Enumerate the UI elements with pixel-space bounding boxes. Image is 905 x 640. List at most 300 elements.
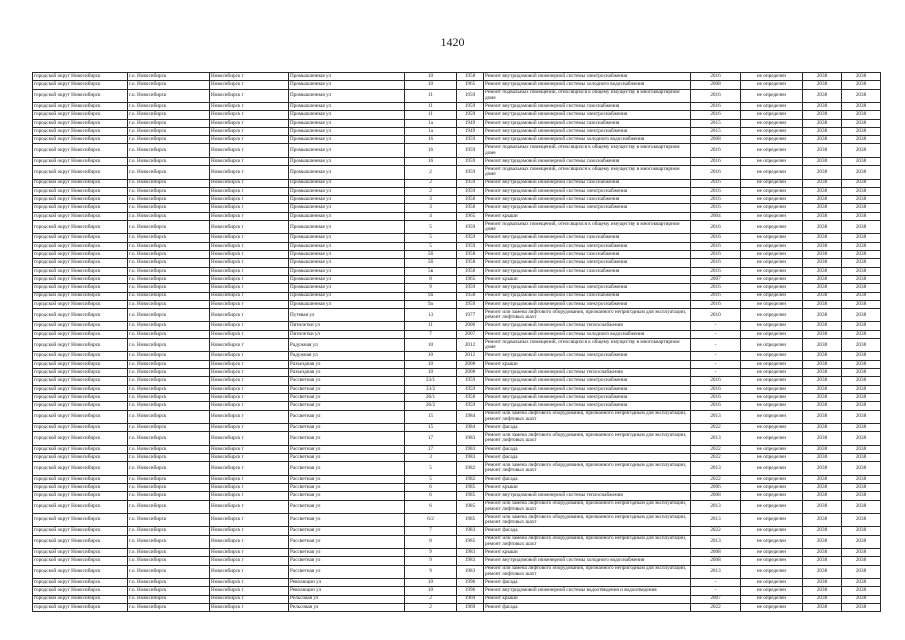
table-row	[33, 330, 881, 338]
table-row	[33, 300, 881, 308]
table-row	[33, 322, 881, 330]
work-type-cell: Ремонт внутридомовой инженерной системы электроснабжения	[484, 352, 691, 360]
house-number-cell: 3	[405, 196, 457, 204]
plan-start-cell: 2038	[803, 212, 842, 220]
table-row	[33, 73, 881, 81]
plan-start-cell: 2038	[803, 330, 842, 338]
municipality-cell: городской округ Новосибирск	[33, 127, 128, 135]
street-cell: Революции ул	[289, 578, 405, 586]
plan-end-cell: 2038	[842, 251, 881, 259]
plan-end-cell: 2038	[842, 360, 881, 368]
settlement-cell: Новосибирск г	[210, 267, 289, 275]
last-repair-year-cell: 2022	[691, 603, 741, 611]
cost-cell: не определен	[741, 322, 803, 330]
table-row	[33, 410, 881, 423]
street-cell: Промышленная ул	[289, 157, 405, 165]
plan-start-cell: 2038	[803, 535, 842, 548]
house-number-cell: 17	[405, 445, 457, 453]
last-repair-year-cell: -	[691, 587, 741, 595]
plan-end-cell: 2038	[842, 157, 881, 165]
table-row	[33, 242, 881, 250]
district-cell: г.о. Новосибирск	[128, 81, 210, 89]
district-cell: г.о. Новосибирск	[128, 73, 210, 81]
house-number-cell: 5	[405, 462, 457, 475]
build-year-cell: 1959	[457, 234, 484, 242]
plan-end-cell: 2038	[842, 595, 881, 603]
cost-cell: не определен	[741, 527, 803, 535]
last-repair-year-cell: -	[691, 330, 741, 338]
settlement-cell: Новосибирск г	[210, 284, 289, 292]
street-cell: Революции ул	[289, 587, 405, 595]
house-number-cell: 4	[405, 212, 457, 220]
municipality-cell: городской округ Новосибирск	[33, 89, 128, 102]
plan-end-cell: 2038	[842, 587, 881, 595]
house-number-cell: 10	[405, 339, 457, 352]
street-cell: Рассветная ул	[289, 445, 405, 453]
work-type-cell: Ремонт внутридомовой инженерной системы электроснабжения	[484, 402, 691, 410]
last-repair-year-cell: 2016	[691, 179, 741, 187]
municipality-cell: городской округ Новосибирск	[33, 500, 128, 513]
last-repair-year-cell: -	[691, 578, 741, 586]
work-type-cell: Ремонт внутридомовой инженерной системы холодного водоснабжения	[484, 330, 691, 338]
plan-start-cell: 2038	[803, 136, 842, 144]
settlement-cell: Новосибирск г	[210, 234, 289, 242]
last-repair-year-cell: 2016	[691, 111, 741, 119]
plan-end-cell: 2038	[842, 221, 881, 234]
plan-start-cell: 2038	[803, 157, 842, 165]
table-row	[33, 492, 881, 500]
house-number-cell: 11	[405, 102, 457, 110]
municipality-cell: городской округ Новосибирск	[33, 393, 128, 401]
district-cell: г.о. Новосибирск	[128, 309, 210, 322]
plan-start-cell: 2038	[803, 102, 842, 110]
table-row	[33, 166, 881, 179]
municipality-cell: городской округ Новосибирск	[33, 267, 128, 275]
street-cell: Рассветная ул	[289, 565, 405, 578]
settlement-cell: Новосибирск г	[210, 513, 289, 526]
table-row	[33, 267, 881, 275]
plan-end-cell: 2038	[842, 330, 881, 338]
work-type-cell: Ремонт или замена лифтового оборудования, признанного непригодным для эксплуатации, ремонт лифтовых шахт	[484, 462, 691, 475]
house-number-cell: 5б	[405, 251, 457, 259]
street-cell: Рассветная ул	[289, 483, 405, 491]
plan-start-cell: 2038	[803, 119, 842, 127]
build-year-cell: 1959	[457, 377, 484, 385]
district-cell: г.о. Новосибирск	[128, 259, 210, 267]
plan-end-cell: 2038	[842, 535, 881, 548]
last-repair-year-cell: 2016	[691, 234, 741, 242]
street-cell: Промышленная ул	[289, 292, 405, 300]
build-year-cell: 1958	[457, 393, 484, 401]
settlement-cell: Новосибирск г	[210, 535, 289, 548]
build-year-cell: 2007	[457, 330, 484, 338]
street-cell: Рассветная ул	[289, 377, 405, 385]
work-type-cell: Ремонт или замена лифтового оборудования, признанного непригодным для эксплуатации, ремонт лифтовых шахт	[484, 410, 691, 423]
last-repair-year-cell: 2016	[691, 89, 741, 102]
municipality-cell: городской округ Новосибирск	[33, 300, 128, 308]
street-cell: Рельсовая ул	[289, 595, 405, 603]
plan-end-cell: 2038	[842, 475, 881, 483]
plan-start-cell: 2038	[803, 475, 842, 483]
cost-cell: не определен	[741, 234, 803, 242]
district-cell: г.о. Новосибирск	[128, 144, 210, 157]
house-number-cell: 16	[405, 157, 457, 165]
settlement-cell: Новосибирск г	[210, 136, 289, 144]
plan-start-cell: 2038	[803, 292, 842, 300]
last-repair-year-cell: -	[691, 369, 741, 377]
district-cell: г.о. Новосибирск	[128, 212, 210, 220]
district-cell: г.о. Новосибирск	[128, 369, 210, 377]
work-type-cell: Ремонт фасада	[484, 423, 691, 431]
plan-end-cell: 2038	[842, 127, 881, 135]
house-number-cell: 6	[405, 500, 457, 513]
street-cell: Рассветная ул	[289, 423, 405, 431]
work-type-cell: Ремонт подвальных помещений, относящихся к общему имуществу в многоквартирном доме	[484, 339, 691, 352]
cost-cell: не определен	[741, 603, 803, 611]
plan-end-cell: 2038	[842, 492, 881, 500]
work-type-cell: Ремонт или замена лифтового оборудования, признанного непригодным для эксплуатации, ремонт лифтовых шахт	[484, 535, 691, 548]
plan-end-cell: 2038	[842, 402, 881, 410]
settlement-cell: Новосибирск г	[210, 587, 289, 595]
street-cell: Промышленная ул	[289, 166, 405, 179]
plan-start-cell: 2038	[803, 402, 842, 410]
plan-end-cell: 2038	[842, 119, 881, 127]
build-year-cell: 1958	[457, 73, 484, 81]
cost-cell: не определен	[741, 204, 803, 212]
last-repair-year-cell: 2013	[691, 462, 741, 475]
last-repair-year-cell: 2016	[691, 242, 741, 250]
settlement-cell: Новосибирск г	[210, 144, 289, 157]
street-cell: Промышленная ул	[289, 179, 405, 187]
plan-start-cell: 2038	[803, 565, 842, 578]
cost-cell: не определен	[741, 393, 803, 401]
build-year-cell: 1959	[457, 102, 484, 110]
table-row	[33, 127, 881, 135]
plan-end-cell: 2038	[842, 565, 881, 578]
settlement-cell: Новосибирск г	[210, 81, 289, 89]
municipality-cell: городской округ Новосибирск	[33, 535, 128, 548]
last-repair-year-cell: 2016	[691, 157, 741, 165]
plan-end-cell: 2038	[842, 377, 881, 385]
house-number-cell: 10	[405, 587, 457, 595]
settlement-cell: Новосибирск г	[210, 603, 289, 611]
street-cell: Разъездная ул	[289, 369, 405, 377]
settlement-cell: Новосибирск г	[210, 462, 289, 475]
district-cell: г.о. Новосибирск	[128, 204, 210, 212]
plan-start-cell: 2038	[803, 393, 842, 401]
work-type-cell: Ремонт внутридомовой инженерной системы электроснабжения	[484, 187, 691, 195]
plan-start-cell: 2038	[803, 513, 842, 526]
plan-start-cell: 2038	[803, 453, 842, 461]
cost-cell: не определен	[741, 119, 803, 127]
last-repair-year-cell: 2013	[691, 410, 741, 423]
build-year-cell: 1949	[457, 119, 484, 127]
last-repair-year-cell: 2016	[691, 251, 741, 259]
table-row	[33, 196, 881, 204]
settlement-cell: Новосибирск г	[210, 402, 289, 410]
municipality-cell: городской округ Новосибирск	[33, 385, 128, 393]
plan-start-cell: 2038	[803, 595, 842, 603]
district-cell: г.о. Новосибирск	[128, 102, 210, 110]
cost-cell: не определен	[741, 284, 803, 292]
settlement-cell: Новосибирск г	[210, 251, 289, 259]
build-year-cell: 1983	[457, 548, 484, 556]
house-number-cell: 16	[405, 136, 457, 144]
house-number-cell: 33/1	[405, 377, 457, 385]
cost-cell: не определен	[741, 513, 803, 526]
plan-start-cell: 2038	[803, 587, 842, 595]
street-cell: Промышленная ул	[289, 136, 405, 144]
street-cell: Радужная ул	[289, 352, 405, 360]
plan-start-cell: 2038	[803, 127, 842, 135]
table-row	[33, 111, 881, 119]
last-repair-year-cell: 2013	[691, 432, 741, 445]
build-year-cell: 1959	[457, 300, 484, 308]
settlement-cell: Новосибирск г	[210, 179, 289, 187]
district-cell: г.о. Новосибирск	[128, 339, 210, 352]
house-number-cell: 3	[405, 453, 457, 461]
municipality-cell: городской округ Новосибирск	[33, 402, 128, 410]
build-year-cell: 1985	[457, 535, 484, 548]
municipality-cell: городской округ Новосибирск	[33, 603, 128, 611]
district-cell: г.о. Новосибирск	[128, 385, 210, 393]
plan-end-cell: 2038	[842, 284, 881, 292]
plan-start-cell: 2038	[803, 548, 842, 556]
district-cell: г.о. Новосибирск	[128, 557, 210, 565]
table-row	[33, 535, 881, 548]
cost-cell: не определен	[741, 102, 803, 110]
work-type-cell: Ремонт или замена лифтового оборудования, признанного непригодным для эксплуатации, ремонт лифтовых шахт	[484, 432, 691, 445]
district-cell: г.о. Новосибирск	[128, 352, 210, 360]
plan-end-cell: 2038	[842, 89, 881, 102]
street-cell: Промышленная ул	[289, 242, 405, 250]
last-repair-year-cell: -	[691, 360, 741, 368]
cost-cell: не определен	[741, 157, 803, 165]
build-year-cell: 1959	[457, 144, 484, 157]
build-year-cell: 1959	[457, 284, 484, 292]
plan-end-cell: 2038	[842, 322, 881, 330]
district-cell: г.о. Новосибирск	[128, 267, 210, 275]
plan-end-cell: 2038	[842, 275, 881, 283]
work-type-cell: Ремонт внутридомовой инженерной системы газоснабжения	[484, 292, 691, 300]
plan-start-cell: 2038	[803, 603, 842, 611]
last-repair-year-cell: 2016	[691, 102, 741, 110]
cost-cell: не определен	[741, 352, 803, 360]
work-type-cell: Ремонт внутридомовой инженерной системы теплоснабжения	[484, 492, 691, 500]
plan-start-cell: 2038	[803, 284, 842, 292]
district-cell: г.о. Новосибирск	[128, 234, 210, 242]
plan-start-cell: 2038	[803, 309, 842, 322]
district-cell: г.о. Новосибирск	[128, 284, 210, 292]
district-cell: г.о. Новосибирск	[128, 462, 210, 475]
last-repair-year-cell: 2022	[691, 527, 741, 535]
cost-cell: не определен	[741, 187, 803, 195]
street-cell: Промышленная ул	[289, 284, 405, 292]
street-cell: Рассветная ул	[289, 453, 405, 461]
cost-cell: не определен	[741, 339, 803, 352]
table-row	[33, 432, 881, 445]
settlement-cell: Новосибирск г	[210, 166, 289, 179]
table-row	[33, 339, 881, 352]
settlement-cell: Новосибирск г	[210, 309, 289, 322]
settlement-cell: Новосибирск г	[210, 300, 289, 308]
municipality-cell: городской округ Новосибирск	[33, 221, 128, 234]
work-type-cell: Ремонт внутридомовой инженерной системы газоснабжения	[484, 102, 691, 110]
municipality-cell: городской округ Новосибирск	[33, 322, 128, 330]
settlement-cell: Новосибирск г	[210, 89, 289, 102]
municipality-cell: городской округ Новосибирск	[33, 527, 128, 535]
build-year-cell: 1985	[457, 483, 484, 491]
house-number-cell: 5	[405, 242, 457, 250]
house-number-cell: 5	[405, 234, 457, 242]
municipality-cell: городской округ Новосибирск	[33, 196, 128, 204]
street-cell: Радужная ул	[289, 339, 405, 352]
street-cell: Рассветная ул	[289, 492, 405, 500]
table-row	[33, 500, 881, 513]
house-number-cell: 10	[405, 81, 457, 89]
municipality-cell: городской округ Новосибирск	[33, 410, 128, 423]
build-year-cell: 1959	[457, 111, 484, 119]
table-row	[33, 89, 881, 102]
plan-start-cell: 2038	[803, 462, 842, 475]
table-row	[33, 475, 881, 483]
street-cell: Промышленная ул	[289, 196, 405, 204]
plan-end-cell: 2038	[842, 187, 881, 195]
municipality-cell: городской округ Новосибирск	[33, 352, 128, 360]
build-year-cell: 1983	[457, 445, 484, 453]
work-type-cell: Ремонт внутридомовой инженерной системы холодного водоснабжения	[484, 136, 691, 144]
build-year-cell: 1965	[457, 275, 484, 283]
last-repair-year-cell: 2016	[691, 166, 741, 179]
last-repair-year-cell: 2016	[691, 267, 741, 275]
municipality-cell: городской округ Новосибирск	[33, 157, 128, 165]
district-cell: г.о. Новосибирск	[128, 187, 210, 195]
build-year-cell: 1958	[457, 196, 484, 204]
work-type-cell: Ремонт внутридомовой инженерной системы теплоснабжения	[484, 322, 691, 330]
street-cell: Промышленная ул	[289, 73, 405, 81]
municipality-cell: городской округ Новосибирск	[33, 548, 128, 556]
district-cell: г.о. Новосибирск	[128, 157, 210, 165]
plan-end-cell: 2038	[842, 462, 881, 475]
plan-start-cell: 2038	[803, 410, 842, 423]
table-row	[33, 603, 881, 611]
last-repair-year-cell: 2016	[691, 187, 741, 195]
settlement-cell: Новосибирск г	[210, 423, 289, 431]
municipality-cell: городской округ Новосибирск	[33, 81, 128, 89]
table-row	[33, 527, 881, 535]
street-cell: Промышленная ул	[289, 259, 405, 267]
settlement-cell: Новосибирск г	[210, 330, 289, 338]
municipality-cell: городской округ Новосибирск	[33, 111, 128, 119]
cost-cell: не определен	[741, 330, 803, 338]
district-cell: г.о. Новосибирск	[128, 548, 210, 556]
settlement-cell: Новосибирск г	[210, 578, 289, 586]
work-type-cell: Ремонт крыши	[484, 548, 691, 556]
district-cell: г.о. Новосибирск	[128, 111, 210, 119]
district-cell: г.о. Новосибирск	[128, 119, 210, 127]
build-year-cell: 1985	[457, 513, 484, 526]
municipality-cell: городской округ Новосибирск	[33, 462, 128, 475]
build-year-cell: 1969	[457, 595, 484, 603]
table-body	[33, 73, 881, 612]
house-number-cell: 1а	[405, 119, 457, 127]
table-row	[33, 548, 881, 556]
house-number-cell: 9	[405, 284, 457, 292]
plan-start-cell: 2038	[803, 221, 842, 234]
work-type-cell: Ремонт фасада	[484, 475, 691, 483]
plan-end-cell: 2038	[842, 445, 881, 453]
work-type-cell: Ремонт фасада	[484, 527, 691, 535]
build-year-cell: 1965	[457, 81, 484, 89]
build-year-cell: 1982	[457, 475, 484, 483]
street-cell: Промышленная ул	[289, 221, 405, 234]
plan-end-cell: 2038	[842, 548, 881, 556]
settlement-cell: Новосибирск г	[210, 483, 289, 491]
build-year-cell: 2008	[457, 369, 484, 377]
cost-cell: не определен	[741, 578, 803, 586]
build-year-cell: 1983	[457, 527, 484, 535]
settlement-cell: Новосибирск г	[210, 527, 289, 535]
last-repair-year-cell: 2016	[691, 393, 741, 401]
work-type-cell: Ремонт внутридомовой инженерной системы электроснабжения	[484, 204, 691, 212]
settlement-cell: Новосибирск г	[210, 492, 289, 500]
plan-end-cell: 2038	[842, 292, 881, 300]
district-cell: г.о. Новосибирск	[128, 330, 210, 338]
last-repair-year-cell: 2016	[691, 385, 741, 393]
plan-start-cell: 2038	[803, 166, 842, 179]
work-type-cell: Ремонт внутридомовой инженерной системы электроснабжения	[484, 259, 691, 267]
build-year-cell: 1958	[457, 292, 484, 300]
work-type-cell: Ремонт внутридомовой инженерной системы электроснабжения	[484, 377, 691, 385]
build-year-cell: 1959	[457, 166, 484, 179]
settlement-cell: Новосибирск г	[210, 259, 289, 267]
last-repair-year-cell: 2016	[691, 259, 741, 267]
plan-start-cell: 2038	[803, 445, 842, 453]
cost-cell: не определен	[741, 483, 803, 491]
settlement-cell: Новосибирск г	[210, 204, 289, 212]
settlement-cell: Новосибирск г	[210, 432, 289, 445]
build-year-cell: 1959	[457, 385, 484, 393]
last-repair-year-cell: 2007	[691, 275, 741, 283]
street-cell: Промышленная ул	[289, 127, 405, 135]
table-row	[33, 595, 881, 603]
plan-start-cell: 2038	[803, 500, 842, 513]
plan-start-cell: 2038	[803, 385, 842, 393]
house-number-cell: 3	[405, 204, 457, 212]
build-year-cell: 1965	[457, 212, 484, 220]
build-year-cell: 1977	[457, 309, 484, 322]
plan-end-cell: 2038	[842, 242, 881, 250]
table-row	[33, 557, 881, 565]
municipality-cell: городской округ Новосибирск	[33, 377, 128, 385]
district-cell: г.о. Новосибирск	[128, 527, 210, 535]
street-cell: Рассветная ул	[289, 462, 405, 475]
last-repair-year-cell: 2010	[691, 309, 741, 322]
plan-end-cell: 2038	[842, 352, 881, 360]
table-row	[33, 212, 881, 220]
district-cell: г.о. Новосибирск	[128, 196, 210, 204]
work-type-cell: Ремонт внутридомовой инженерной системы электроснабжения	[484, 393, 691, 401]
plan-end-cell: 2038	[842, 557, 881, 565]
work-type-cell: Ремонт внутридомовой инженерной системы газоснабжения	[484, 267, 691, 275]
plan-end-cell: 2038	[842, 453, 881, 461]
last-repair-year-cell: 2022	[691, 453, 741, 461]
district-cell: г.о. Новосибирск	[128, 500, 210, 513]
plan-end-cell: 2038	[842, 234, 881, 242]
table-row	[33, 136, 881, 144]
municipality-cell: городской округ Новосибирск	[33, 423, 128, 431]
settlement-cell: Новосибирск г	[210, 453, 289, 461]
